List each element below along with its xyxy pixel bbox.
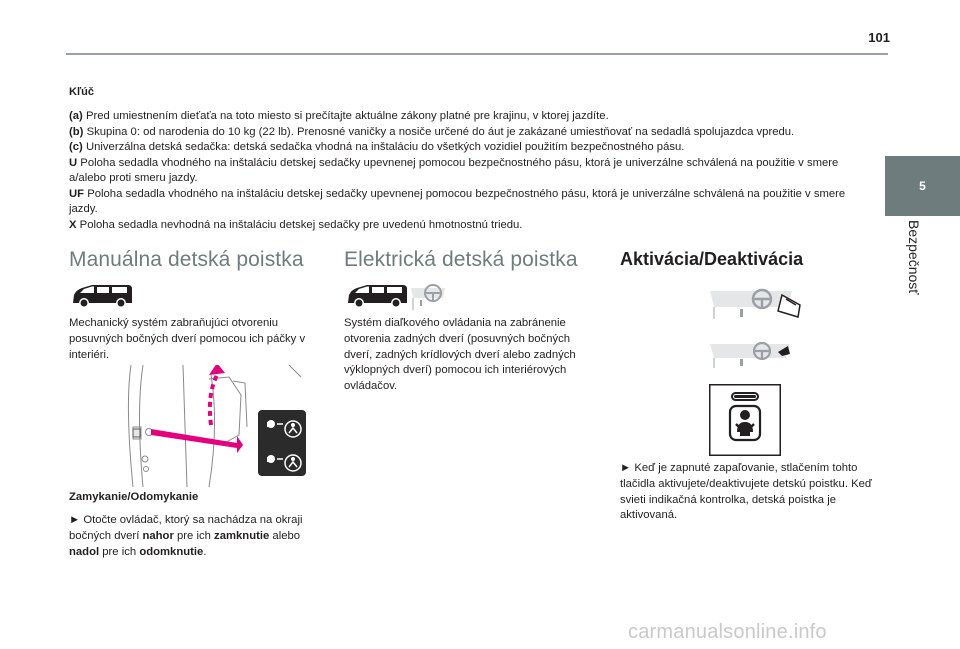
electric-lock-description: Systém diaľkového ovládania na zabránenie otvorenia zadných dverí (posuvných bočných dverí, zadných krídlových dverí alebo zadných výklopných dverí) pomocou ich interiérových ovládačov. bbox=[344, 317, 576, 393]
key-line: U Poloha sedadla vhodného na inštaláciu detskej sedačky upevnenej pomocou bezpečnostného pásu, ktorá je univerzálne schválená na použitie v smere a/alebo proti smeru jazdy. bbox=[69, 156, 839, 184]
van-icon bbox=[70, 283, 136, 309]
key-legend bbox=[69, 109, 875, 233]
chapter-tab[interactable] bbox=[885, 156, 960, 216]
steering-wheel-icon bbox=[706, 340, 796, 368]
chapter-number: 5 bbox=[919, 179, 926, 193]
key-line: (b) Skupina 0: od narodenia do 10 kg (22 lb). Prenosné vaničky a nosiče určené do áut je zakázané umiestňovať na sedadlá spolujazdca vpredu. bbox=[69, 125, 795, 138]
door-edge-illustration bbox=[121, 365, 311, 487]
watermark: carmanualsonline.info bbox=[628, 621, 827, 643]
key-line: (c) Univerzálna detská sedačka: detská sedačka vhodná na inštaláciu do všetkých vozidiel použitím bezpečnostného pásu. bbox=[69, 141, 685, 153]
activation-heading: Aktivácia/Deaktivácia bbox=[620, 249, 804, 269]
steering-wheel-icon bbox=[409, 282, 449, 312]
steering-wheel-door-icon bbox=[706, 285, 802, 321]
header-rule bbox=[66, 53, 888, 55]
key-line: UF Poloha sedadla vhodného na inštaláciu detskej sedačky upevnenej pomocou bezpečnostného pásu, ktorá je univerzálne schválená na použitie v smere jazdy. bbox=[69, 187, 846, 215]
key-line: (a) Pred umiestnením dieťaťa na toto miesto si prečítajte aktuálne zákony platné pre krajinu, v ktorej jazdíte. bbox=[69, 110, 609, 122]
chapter-title: Bezpečnosť bbox=[906, 220, 922, 295]
lock-unlock-subheading: Zamykanie/Odomykanie bbox=[69, 491, 199, 503]
manual-child-lock-heading: Manuálna detská poistka bbox=[69, 248, 304, 271]
manual-lock-instruction: ► Otočte ovládač, ktorý sa nachádza na okraji bočných dverí nahor pre ich zamknutie alebo nadol pre ich odomknutie. bbox=[69, 514, 303, 558]
manual-lock-description: Mechanický systém zabraňujúci otvoreniu posuvných bočných dverí pomocou ich páčky v interiéri. bbox=[69, 317, 306, 361]
key-line: X Poloha sedadla nevhodná na inštaláciu detskej sedačky pre uvedenú hmotnostnú triedu. bbox=[69, 218, 523, 231]
child-lock-button-icon[interactable] bbox=[709, 384, 781, 456]
chapter-title-wrap bbox=[898, 220, 928, 350]
van-icon bbox=[345, 283, 411, 309]
activation-instruction: ► Keď je zapnuté zapaľovanie, stlačením tohto tlačidla aktivujete/deaktivujete detskú poistku. Keď svieti indikačná kontrolka, detská poistka je aktivovaná. bbox=[620, 462, 872, 522]
page-number: 101 bbox=[868, 30, 890, 45]
electric-child-lock-heading: Elektrická detská poistka bbox=[344, 248, 578, 271]
key-title: Kľúč bbox=[69, 86, 95, 98]
